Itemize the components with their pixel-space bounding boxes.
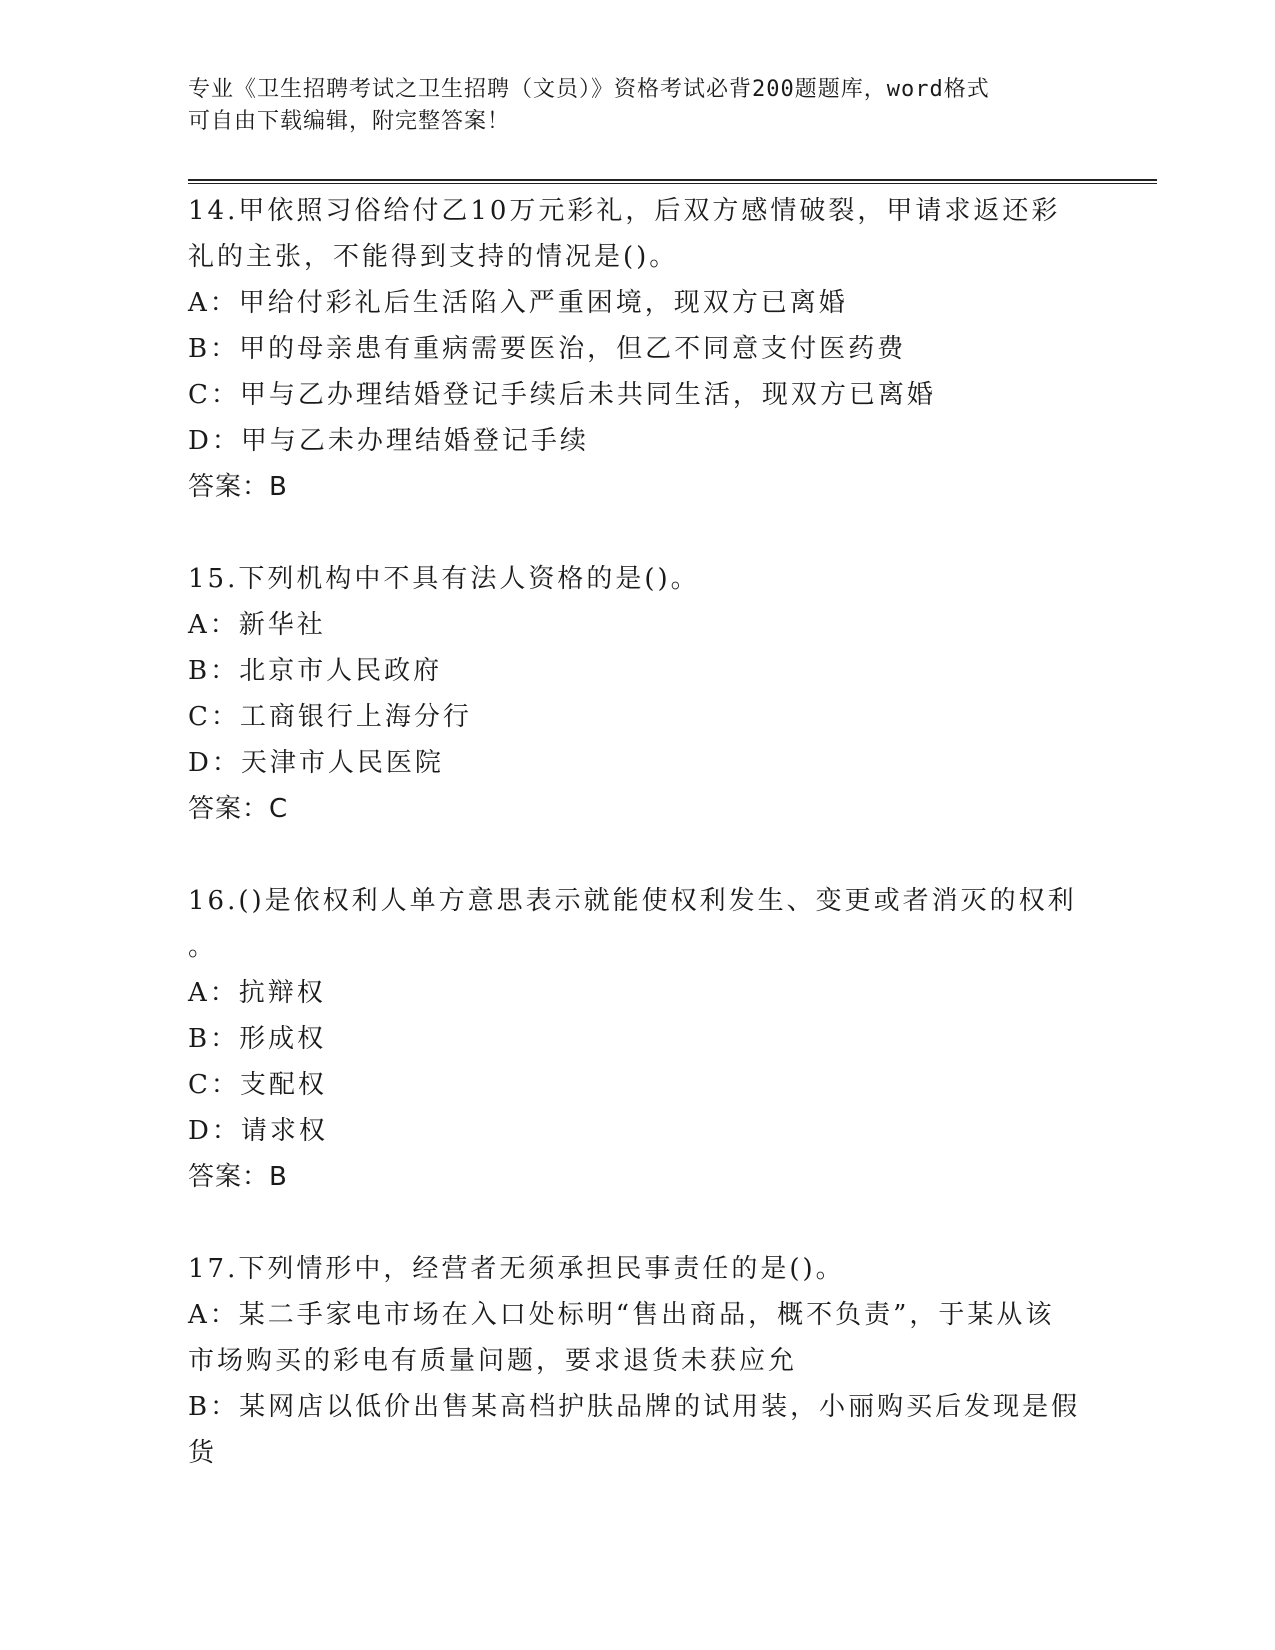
option-c: C：甲与乙办理结婚登记手续后未共同生活，现双方已离婚 (188, 380, 936, 410)
question-16 (188, 878, 1088, 1200)
option-a-continued: 市场购买的彩电有质量问题，要求退货未获应允 (188, 1346, 798, 1376)
answer: 答案：C (188, 794, 289, 824)
question-stem-line: 15.下列机构中不具有法人资格的是()。 (188, 564, 700, 594)
option-a: A：某二手家电市场在入口处标明“售出商品，概不负责”，于某从该 (188, 1300, 1055, 1330)
question-17 (188, 1246, 1088, 1476)
option-a: A：抗辩权 (188, 978, 326, 1008)
question-15 (188, 556, 1088, 832)
header-divider-bottom (188, 183, 1157, 184)
option-c: C：支配权 (188, 1070, 327, 1100)
option-d: D：甲与乙未办理结婚登记手续 (188, 426, 589, 456)
document-header (188, 74, 1068, 138)
question-stem-line: 16.()是依权利人单方意思表示就能使权利发生、变更或者消灭的权利 (188, 886, 1077, 916)
answer: 答案：B (188, 1162, 288, 1192)
option-b: B：形成权 (188, 1024, 327, 1054)
question-list (188, 188, 1088, 1522)
header-divider-top (188, 179, 1157, 181)
answer: 答案：B (188, 472, 288, 502)
option-b: B：甲的母亲患有重病需要医治，但乙不同意支付医药费 (188, 334, 907, 364)
question-stem-line: 。 (188, 932, 218, 962)
question-stem-line: 14.甲依照习俗给付乙10万元彩礼，后双方感情破裂，甲请求返还彩 (188, 196, 1061, 226)
question-14 (188, 188, 1088, 510)
header-line-2: 可自由下载编辑，附完整答案！ (188, 109, 511, 134)
question-stem-line: 17.下列情形中，经营者无须承担民事责任的是()。 (188, 1254, 845, 1284)
option-b: B：北京市人民政府 (188, 656, 443, 686)
option-a: A：新华社 (188, 610, 326, 640)
option-c: C：工商银行上海分行 (188, 702, 472, 732)
option-b: B：某网店以低价出售某高档护肤品牌的试用装，小丽购买后发现是假 (188, 1392, 1081, 1422)
option-d: D：天津市人民医院 (188, 748, 444, 778)
option-d: D：请求权 (188, 1116, 328, 1146)
header-line-1: 专业《卫生招聘考试之卫生招聘（文员）》资格考试必背200题题库，word格式 (188, 77, 990, 102)
option-a: A：甲给付彩礼后生活陷入严重困境，现双方已离婚 (188, 288, 848, 318)
question-stem-line: 礼的主张，不能得到支持的情况是()。 (188, 242, 679, 272)
option-b-continued: 货 (188, 1438, 218, 1468)
